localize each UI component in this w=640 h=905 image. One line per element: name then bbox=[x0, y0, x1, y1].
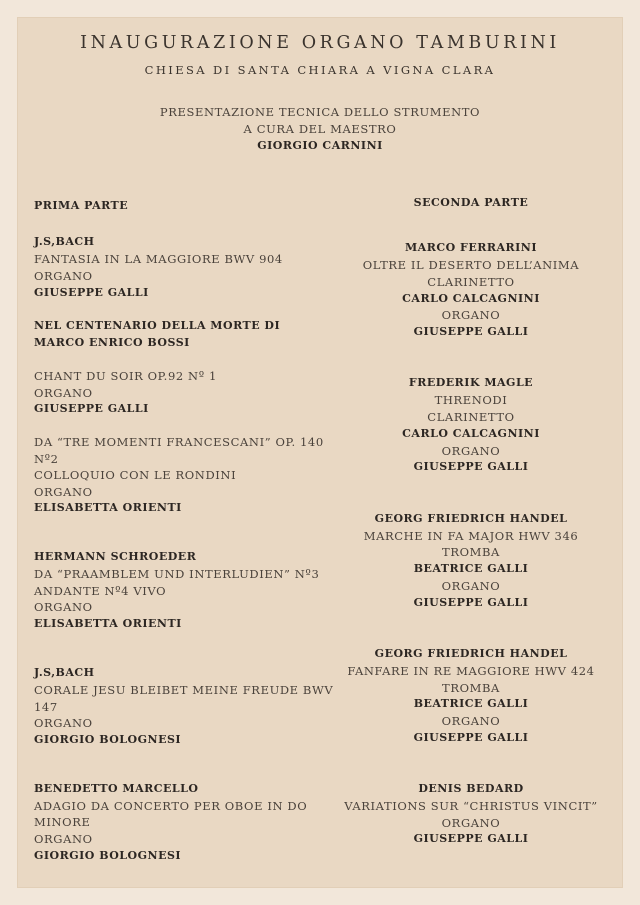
piece-title: VARIATIONS SUR “CHRISTUS VINCIT” bbox=[344, 799, 598, 813]
performer: ELISABETTA ORIENTI bbox=[34, 617, 182, 630]
performer: GIORGIO BOLOGNESI bbox=[34, 849, 182, 862]
instrument: CLARINETTO bbox=[427, 275, 515, 289]
composer: MARCO ENRICO BOSSI bbox=[34, 336, 190, 349]
care-line: A CURA DEL MAESTRO bbox=[243, 122, 397, 136]
performer: GIUSEPPE GALLI bbox=[413, 731, 529, 744]
performer: ELISABETTA ORIENTI bbox=[34, 501, 182, 514]
instrument: ORGANO bbox=[441, 444, 501, 458]
piece-title: ANDANTE Nº4 VIVO bbox=[34, 584, 167, 598]
instrument: ORGANO bbox=[34, 485, 93, 499]
instrument: ORGANO bbox=[441, 714, 501, 728]
instrument: TROMBA bbox=[442, 681, 500, 695]
instrument: ORGANO bbox=[34, 269, 93, 283]
page-subtitle: CHIESA DI SANTA CHIARA A VIGNA CLARA bbox=[144, 63, 496, 77]
composer: GEORG FRIEDRICH HANDEL bbox=[374, 647, 568, 660]
piece-title: OLTRE IL DESERTO DELL’ANIMA bbox=[362, 258, 580, 272]
performer: BEATRICE GALLI bbox=[413, 562, 529, 575]
composer: GEORG FRIEDRICH HANDEL bbox=[374, 512, 568, 525]
performer: GIUSEPPE GALLI bbox=[34, 286, 149, 299]
instrument: ORGANO bbox=[34, 600, 93, 614]
instrument: ORGANO bbox=[34, 716, 93, 730]
piece-title: Nº2 bbox=[34, 452, 59, 466]
performer: GIUSEPPE GALLI bbox=[413, 460, 529, 473]
performer: GIORGIO BOLOGNESI bbox=[34, 733, 182, 746]
right-heading: SECONDA PARTE bbox=[413, 196, 529, 209]
left-heading: PRIMA PARTE bbox=[34, 199, 129, 212]
piece-title: MINORE bbox=[34, 815, 91, 829]
performer: GIUSEPPE GALLI bbox=[413, 325, 529, 338]
presentation-line: PRESENTAZIONE TECNICA DELLO STRUMENTO bbox=[159, 105, 481, 119]
composer: HERMANN SCHROEDER bbox=[34, 550, 197, 563]
instrument: ORGANO bbox=[34, 832, 93, 846]
piece-title: DA “TRE MOMENTI FRANCESCANI” OP. 140 bbox=[34, 435, 324, 449]
piece-title: FANTASIA IN LA MAGGIORE BWV 904 bbox=[34, 252, 283, 266]
piece-title: THRENODI bbox=[434, 393, 508, 407]
instrument: TROMBA bbox=[442, 545, 500, 559]
instrument: CLARINETTO bbox=[427, 410, 515, 424]
performer: GIUSEPPE GALLI bbox=[413, 596, 529, 609]
instrument: ORGANO bbox=[441, 816, 501, 830]
piece-title: FANFARE IN RE MAGGIORE HWV 424 bbox=[347, 664, 595, 678]
piece-title: DA “PRAAMBLEM UND INTERLUDIEN” Nº3 bbox=[34, 567, 320, 581]
piece-title: CHANT DU SOIR OP.92 Nº 1 bbox=[34, 369, 217, 383]
instrument: ORGANO bbox=[441, 308, 501, 322]
composer: DENIS BEDARD bbox=[418, 782, 524, 795]
page-title: INAUGURAZIONE ORGANO TAMBURINI bbox=[80, 33, 560, 53]
performer: BEATRICE GALLI bbox=[413, 697, 529, 710]
performer: CARLO CALCAGNINI bbox=[402, 427, 540, 440]
composer: J.S,BACH bbox=[34, 666, 95, 679]
composer: FREDERIK MAGLE bbox=[408, 376, 534, 389]
maestro-name: GIORGIO CARNINI bbox=[257, 139, 383, 152]
piece-title: CORALE JESU BLEIBET MEINE FREUDE BWV bbox=[34, 683, 334, 697]
piece-title: MARCHE IN FA MAJOR HWV 346 bbox=[363, 529, 579, 543]
piece-title: COLLOQUIO CON LE RONDINI bbox=[34, 468, 237, 482]
instrument: ORGANO bbox=[34, 386, 93, 400]
performer: GIUSEPPE GALLI bbox=[34, 402, 149, 415]
performer: CARLO CALCAGNINI bbox=[402, 292, 540, 305]
instrument: ORGANO bbox=[441, 579, 501, 593]
composer: J.S,BACH bbox=[34, 235, 95, 248]
piece-title: 147 bbox=[34, 700, 58, 714]
performer: GIUSEPPE GALLI bbox=[413, 832, 529, 845]
composer: MARCO FERRARINI bbox=[404, 241, 538, 254]
section-note: NEL CENTENARIO DELLA MORTE DI bbox=[34, 319, 281, 332]
piece-title: ADAGIO DA CONCERTO PER OBOE IN DO bbox=[34, 799, 308, 813]
composer: BENEDETTO MARCELLO bbox=[34, 782, 199, 795]
